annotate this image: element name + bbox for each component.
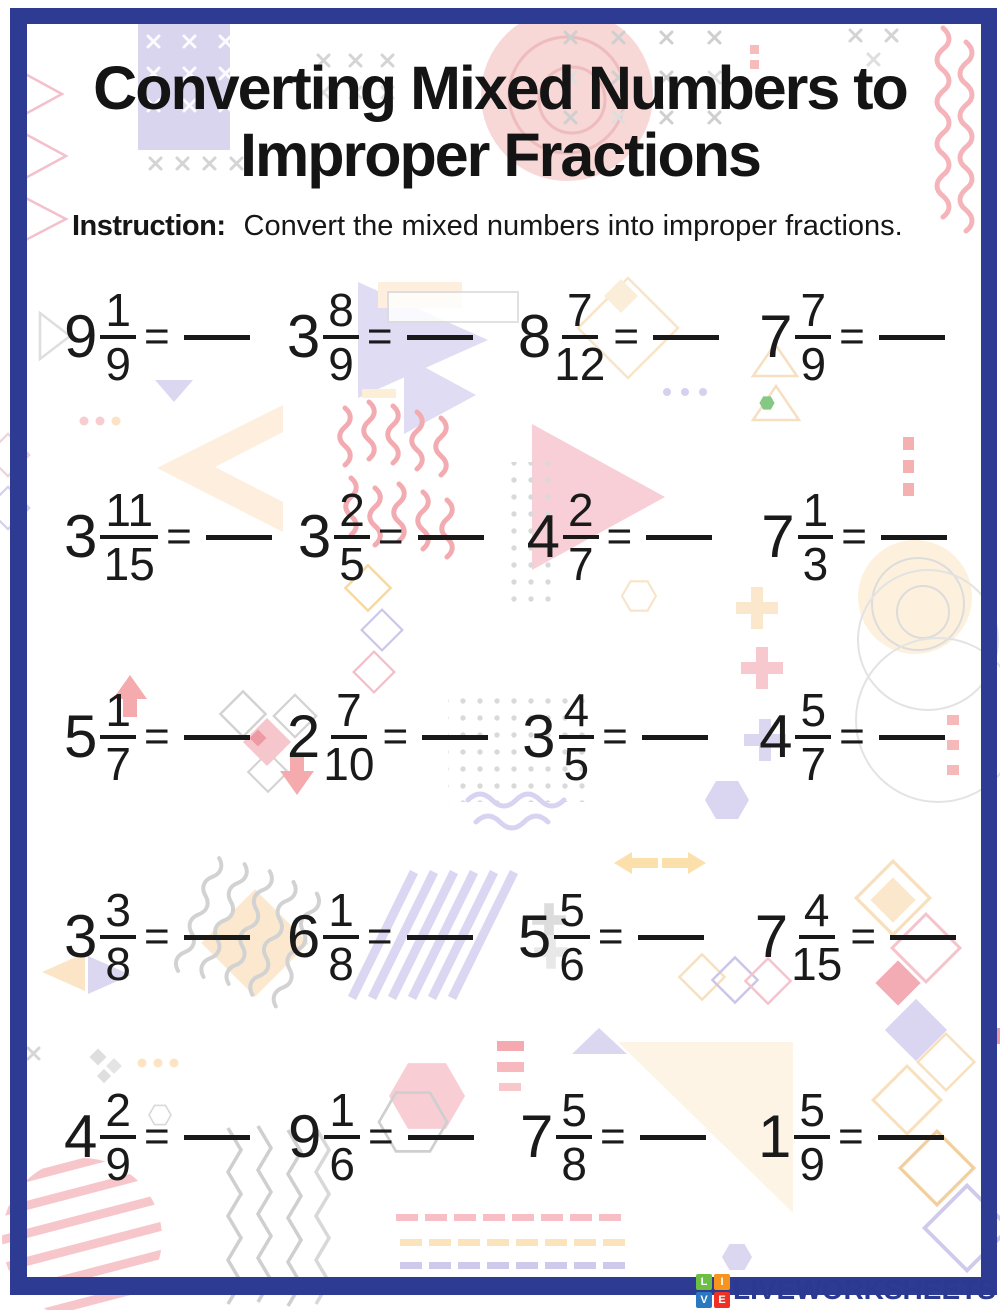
whole-number: 3 xyxy=(64,503,98,570)
whole-number: 4 xyxy=(526,503,560,570)
denominator: 10 xyxy=(323,737,375,790)
answer-blank[interactable] xyxy=(418,535,484,540)
logo-square-e: E xyxy=(714,1292,730,1308)
denominator: 5 xyxy=(563,737,590,790)
problem xyxy=(272,462,493,612)
whole-number: 2 xyxy=(286,703,321,770)
problems-row-2 xyxy=(52,462,956,612)
denominator: 8 xyxy=(328,937,354,990)
fraction xyxy=(324,1083,360,1190)
numerator: 2 xyxy=(563,487,599,539)
fraction xyxy=(794,1083,830,1190)
problem xyxy=(52,462,272,612)
answer-blank[interactable] xyxy=(184,335,250,340)
numerator: 1 xyxy=(323,887,359,939)
denominator: 8 xyxy=(105,937,131,990)
denominator: 6 xyxy=(329,1137,355,1190)
fraction xyxy=(323,683,375,790)
whole-number: 4 xyxy=(64,1103,98,1170)
title-line-1: Converting Mixed Numbers to xyxy=(93,54,907,122)
whole-number: 3 xyxy=(297,503,332,570)
whole-number: 9 xyxy=(64,303,98,370)
whole-number: 7 xyxy=(761,503,795,570)
denominator: 9 xyxy=(105,1137,131,1190)
liveworksheets-logo[interactable] xyxy=(696,1272,996,1308)
equals-sign: = xyxy=(837,1112,864,1161)
numerator: 7 xyxy=(795,287,831,339)
fraction xyxy=(791,883,843,990)
denominator: 3 xyxy=(802,537,829,590)
answer-blank[interactable] xyxy=(640,1135,706,1140)
denominator: 7 xyxy=(567,537,594,590)
denominator: 6 xyxy=(559,937,585,990)
denominator: 7 xyxy=(800,737,827,790)
fraction xyxy=(100,883,136,990)
fraction xyxy=(100,1083,136,1190)
instruction xyxy=(72,210,950,243)
whole-number: 5 xyxy=(517,903,552,970)
equals-sign: = xyxy=(850,912,877,961)
fraction xyxy=(100,483,158,590)
instruction-label: Instruction: xyxy=(72,210,226,242)
answer-blank[interactable] xyxy=(653,335,719,340)
denominator: 8 xyxy=(561,1137,587,1190)
logo-square-l: L xyxy=(696,1274,712,1290)
numerator: 1 xyxy=(324,1087,360,1139)
answer-blank[interactable] xyxy=(408,1135,474,1140)
denominator: 15 xyxy=(791,937,843,990)
logo-square-v: V xyxy=(696,1292,712,1308)
fraction xyxy=(100,283,136,390)
problems-row-5 xyxy=(52,1062,956,1212)
problem xyxy=(719,662,956,812)
whole-number: 7 xyxy=(759,303,793,370)
whole-number: 1 xyxy=(758,1103,792,1170)
equals-sign: = xyxy=(377,512,404,561)
equals-sign: = xyxy=(602,712,628,761)
answer-blank[interactable] xyxy=(206,535,272,540)
numerator: 1 xyxy=(100,287,136,339)
numerator: 5 xyxy=(795,687,831,739)
denominator: 15 xyxy=(103,537,155,590)
whole-number: 6 xyxy=(286,903,321,970)
problem xyxy=(261,262,484,412)
problem xyxy=(262,1062,486,1212)
problem xyxy=(718,1062,956,1212)
answer-blank[interactable] xyxy=(881,535,947,540)
numerator: 4 xyxy=(799,887,835,939)
answer-blank[interactable] xyxy=(878,1135,944,1140)
numerator: 7 xyxy=(331,687,367,739)
numerator: 7 xyxy=(562,287,598,339)
problem xyxy=(721,462,956,612)
numerator: 2 xyxy=(334,487,370,539)
answer-blank[interactable] xyxy=(879,335,945,340)
problem xyxy=(52,1062,262,1212)
problem xyxy=(719,262,956,412)
denominator: 7 xyxy=(105,737,131,790)
problem xyxy=(52,862,261,1012)
denominator: 9 xyxy=(105,337,131,390)
liveworksheets-logo-squares xyxy=(696,1274,730,1308)
problem xyxy=(493,462,722,612)
answer-blank[interactable] xyxy=(184,735,250,740)
whole-number: 4 xyxy=(759,703,793,770)
answer-blank[interactable] xyxy=(407,335,473,340)
problem xyxy=(52,662,261,812)
answer-blank[interactable] xyxy=(642,735,708,740)
equals-sign: = xyxy=(382,712,409,761)
numerator: 1 xyxy=(798,487,834,539)
equals-sign: = xyxy=(166,512,192,561)
answer-blank[interactable] xyxy=(184,935,250,940)
instruction-text: Convert the mixed numbers into improper fractions. xyxy=(243,210,903,242)
problem xyxy=(261,862,484,1012)
problems-row-4 xyxy=(52,862,956,1012)
equals-sign: = xyxy=(841,512,867,561)
equals-sign: = xyxy=(143,912,170,961)
fraction xyxy=(100,683,136,790)
numerator: 1 xyxy=(100,687,136,739)
equals-sign: = xyxy=(143,312,170,361)
problem xyxy=(484,862,715,1012)
equals-sign: = xyxy=(143,712,170,761)
equals-sign: = xyxy=(606,512,633,561)
answer-blank[interactable] xyxy=(890,935,956,940)
numerator: 11 xyxy=(100,487,158,539)
fraction xyxy=(795,683,831,790)
answer-blank[interactable] xyxy=(184,1135,250,1140)
fraction xyxy=(334,483,370,590)
numerator: 2 xyxy=(100,1087,136,1139)
equals-sign: = xyxy=(143,1112,170,1161)
denominator: 5 xyxy=(339,537,365,590)
fraction xyxy=(554,283,606,390)
fraction xyxy=(554,883,590,990)
answer-blank[interactable] xyxy=(646,535,712,540)
denominator: 9 xyxy=(799,1137,825,1190)
equals-sign: = xyxy=(366,912,393,961)
numerator: 8 xyxy=(323,287,359,339)
numerator: 3 xyxy=(100,887,136,939)
problem xyxy=(484,262,719,412)
answer-blank[interactable] xyxy=(407,935,473,940)
logo-square-i: I xyxy=(714,1274,730,1290)
equals-sign: = xyxy=(613,312,640,361)
equals-sign: = xyxy=(366,312,393,361)
problem xyxy=(52,262,261,412)
denominator: 12 xyxy=(554,337,606,390)
problem xyxy=(488,662,719,812)
problem xyxy=(715,862,956,1012)
whole-number: 7 xyxy=(520,1103,554,1170)
liveworksheets-logo-text: LIVEWORKSHEETS xyxy=(733,1274,996,1305)
equals-sign: = xyxy=(839,712,865,761)
fraction xyxy=(323,283,359,390)
equals-sign: = xyxy=(367,1112,394,1161)
fraction xyxy=(556,1083,592,1190)
equals-sign: = xyxy=(839,312,865,361)
whole-number: 5 xyxy=(64,703,98,770)
fraction xyxy=(323,883,359,990)
fraction xyxy=(798,483,834,590)
equals-sign: = xyxy=(599,1112,626,1161)
whole-number: 3 xyxy=(286,303,321,370)
whole-number: 9 xyxy=(288,1103,322,1170)
problem xyxy=(486,1062,718,1212)
whole-number: 3 xyxy=(522,703,556,770)
title-line-2: Improper Fractions xyxy=(240,121,760,190)
numerator: 5 xyxy=(554,887,590,939)
problems-row-1 xyxy=(52,262,956,412)
answer-blank[interactable] xyxy=(879,735,945,740)
numerator: 5 xyxy=(794,1087,830,1139)
fraction xyxy=(559,683,595,790)
fraction xyxy=(563,483,599,590)
numerator: 5 xyxy=(556,1087,592,1139)
fraction xyxy=(795,283,831,390)
answer-blank[interactable] xyxy=(422,735,488,740)
equals-sign: = xyxy=(597,912,624,961)
whole-number: 8 xyxy=(517,303,552,370)
whole-number: 3 xyxy=(64,903,98,970)
numerator: 4 xyxy=(559,687,595,739)
answer-blank[interactable] xyxy=(638,935,704,940)
denominator: 9 xyxy=(800,337,827,390)
whole-number: 7 xyxy=(754,903,789,970)
denominator: 9 xyxy=(328,337,354,390)
problems-row-3 xyxy=(52,662,956,812)
page-title xyxy=(40,55,960,189)
problem xyxy=(261,662,488,812)
